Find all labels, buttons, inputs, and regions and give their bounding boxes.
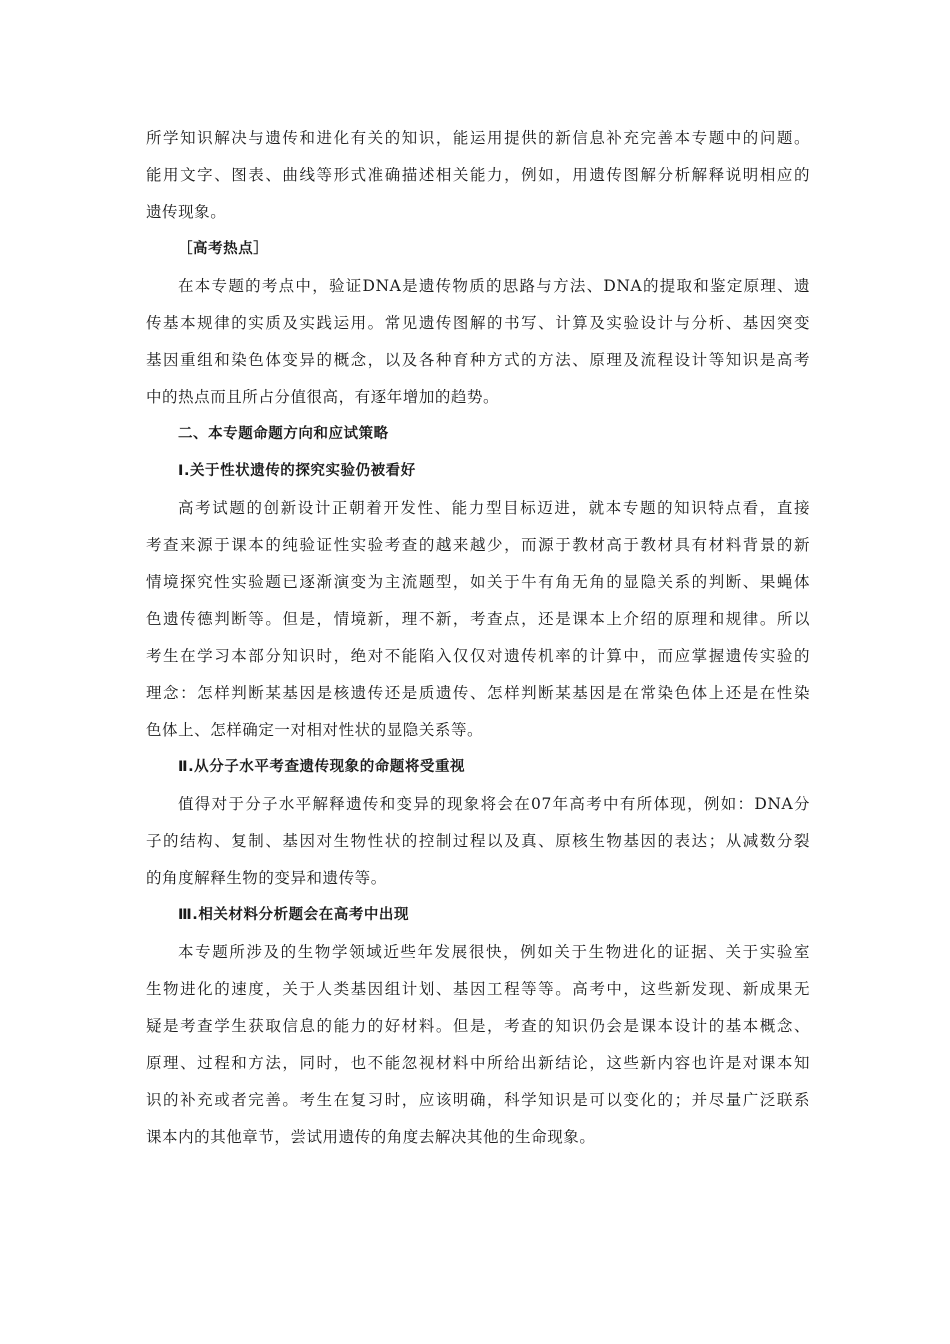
section-heading: 二、本专题命题方向和应试策略	[178, 426, 389, 442]
paragraph-line: 疑是考查学生获取信息的能力的好材料。但是，考查的知识仍会是课本设计的基本概念、	[146, 1017, 810, 1035]
subsection-paragraph	[146, 934, 810, 1156]
document-page	[146, 120, 810, 1156]
paragraph-line: 子的结构、复制、基因对生物性状的控制过程以及真、原核生物基因的表达；从减数分裂	[146, 832, 810, 850]
hotspot-heading: ［高考热点］	[178, 241, 269, 257]
paragraph-line: 遗传现象。	[146, 203, 227, 221]
paragraph-line: 中的热点而且所占分值很高，有逐年增加的趋势。	[146, 388, 500, 406]
paragraph-line: 的角度解释生物的变异和遗传等。	[146, 869, 387, 887]
paragraph-line: 原理、过程和方法，同时，也不能忽视材料中所给出新结论，这些新内容也许是对课本知	[146, 1054, 810, 1072]
paragraph-line: 色遗传德判断等。但是，情境新，理不新，考查点，还是课本上介绍的原理和规律。所以	[146, 610, 810, 628]
subsection-paragraph	[146, 786, 810, 897]
paragraph-line: 传基本规律的实质及实践运用。常见遗传图解的书写、计算及实验设计与分析、基因突变	[146, 314, 810, 332]
paragraph-line: 能用文字、图表、曲线等形式准确描述相关能力，例如，用遗传图解分析解释说明相应的	[146, 166, 810, 184]
paragraph-line: 识的补充或者完善。考生在复习时，应该明确，科学知识是可以变化的；并尽量广泛联系	[146, 1091, 810, 1109]
paragraph-line: 生物进化的速度，关于人类基因组计划、基因工程等等。高考中，这些新发现、新成果无	[146, 980, 810, 998]
paragraph-line: 所学知识解决与遗传和进化有关的知识，能运用提供的新信息补充完善本专题中的问题。	[146, 129, 810, 147]
subsection-heading: Ⅲ.相关材料分析题会在高考中出现	[178, 907, 410, 923]
paragraph-line: 考查来源于课本的纯验证性实验考查的越来越少，而源于教材高于教材具有材料背景的新	[146, 536, 810, 554]
subsection-paragraph	[146, 490, 810, 749]
paragraph-line: 情境探究性实验题已逐渐演变为主流题型，如关于牛有角无角的显隐关系的判断、果蝇体	[146, 573, 810, 591]
hotspot-paragraph	[146, 268, 810, 416]
paragraph-line: 本专题所涉及的生物学领域近些年发展很快，例如关于生物进化的证据、关于实验室	[178, 943, 810, 961]
paragraph-line: 高考试题的创新设计正朝着开发性、能力型目标迈进，就本专题的知识特点看，直接	[178, 499, 810, 517]
paragraph-line: 在本专题的考点中，验证DNA是遗传物质的思路与方法、DNA的提取和鉴定原理、遗	[178, 277, 810, 295]
paragraph-line: 色体上、怎样确定一对相对性状的显隐关系等。	[146, 721, 484, 739]
intro-paragraph	[146, 120, 810, 231]
paragraph-line: 课本内的其他章节，尝试用遗传的角度去解决其他的生命现象。	[146, 1128, 596, 1146]
paragraph-line: 基因重组和染色体变异的概念，以及各种育种方式的方法、原理及流程设计等知识是高考	[146, 351, 810, 369]
paragraph-line: 理念：怎样判断某基因是核遗传还是质遗传、怎样判断某基因是在常染色体上还是在性染	[146, 684, 810, 702]
paragraph-line: 考生在学习本部分知识时，绝对不能陷入仅仅对遗传机率的计算中，而应掌握遗传实验的	[146, 647, 810, 665]
subsection-heading: Ⅱ.从分子水平考查遗传现象的命题将受重视	[178, 759, 466, 775]
subsection-heading: Ⅰ.关于性状遗传的探究实验仍被看好	[178, 463, 416, 479]
paragraph-line: 值得对于分子水平解释遗传和变异的现象将会在07年高考中有所体现，例如：DNA分	[178, 795, 810, 813]
